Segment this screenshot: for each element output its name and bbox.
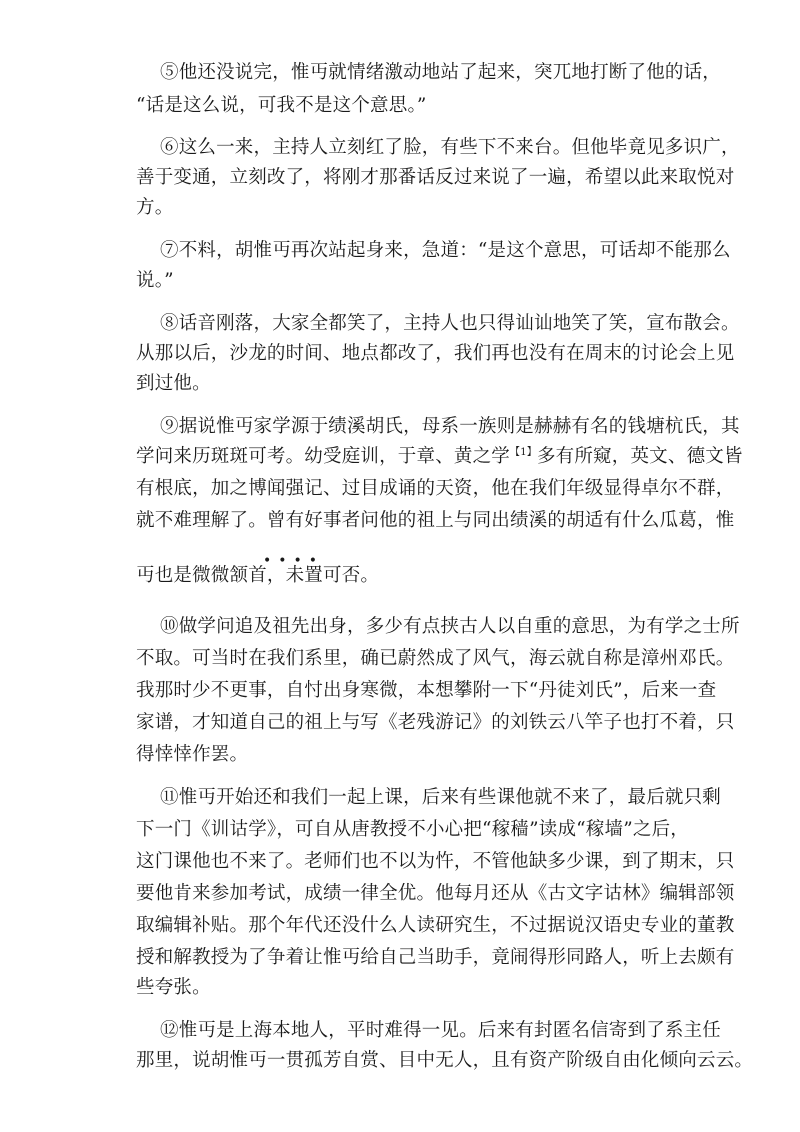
paragraph-11-line-1: ⑪惟丏开始还和我们一起上课，后来有些课他就不来了，最后就只剩 (160, 787, 722, 808)
paragraph-11-line-4: 要他肯来参加考试，成绩一律全优。他每月还从《古文字诂林》编辑部领 (136, 883, 735, 904)
paragraph-5-line-1: ⑤他还没说完，惟丏就情绪激动地站了起来，突兀地打断了他的话， (160, 62, 722, 83)
paragraph-11-line-2: 下一门《训诂学》，可自从唐教授不小心把“稼穑”读成“稼墙”之后， (136, 819, 689, 840)
paragraph-12-line-1: ⑫惟丏是上海本地人，平时难得一见。后来有封匿名信寄到了系主任 (160, 1020, 722, 1041)
paragraph-7-line-1: ⑦不料，胡惟丏再次站起身来，急道：“是这个意思，可话却不能那么 (160, 240, 731, 261)
paragraph-10-line-3: 我那时少不更事，自忖出身寒微，本想攀附一下“丹徒刘氏”，后来一查 (136, 680, 717, 701)
paragraph-10-line-5: 得悻悻作罢。 (136, 744, 249, 765)
paragraph-9-line-1: ⑨据说惟丏家学源于绩溪胡氏，母系一族则是赫赫有名的钱塘杭氏，其 (160, 416, 740, 437)
paragraph-9-line-3: 有根底，加之博闻强记、过目成诵的天资，他在我们年级显得卓尔不群， (136, 478, 735, 499)
paragraph-10-line-2: 不取。可当时在我们系里，确已蔚然成了风气，海云就自称是漳州邓氏。 (136, 648, 735, 669)
paragraph-6-line-1: ⑥这么一来，主持人立刻红了脸，有些下不来台。但他毕竟见多识广， (160, 137, 740, 158)
paragraph-6-line-2: 善于变通，立刻改了，将刚才那番话反过来说了一遍，希望以此来取悦对 (136, 167, 735, 188)
footnote-marker: 【1】 (510, 446, 537, 458)
paragraph-6-line-3: 方。 (136, 197, 174, 218)
paragraph-8-line-1: ⑧话音刚落，大家全都笑了，主持人也只得讪讪地笑了笑，宣布散会。 (160, 313, 740, 334)
paragraph-11-line-7: 些夸张。 (136, 977, 211, 998)
paragraph-9-line-2-text-a: 学问来历斑斑可考。幼受庭训，于章、黄之学 (136, 446, 511, 467)
paragraph-9-line-2 (136, 442, 743, 472)
paragraph-7-line-2: 说。” (136, 270, 174, 291)
emphasis-dots: •••• (263, 553, 325, 569)
paragraph-8-line-2: 从那以后，沙龙的时间、地点都改了，我们再也没有在周末的讨论会上见 (136, 343, 735, 364)
paragraph-11-line-6: 授和解教授为了争着让惟丏给自己当助手，竟闹得形同路人，听上去颇有 (136, 947, 735, 968)
paragraph-5-line-2: “话是这么说，可我不是这个意思。” (136, 95, 427, 116)
paragraph-11-line-3: 这门课他也不来了。老师们也不以为忤，不管他缺多少课，到了期末，只 (136, 851, 735, 872)
paragraph-11-line-5: 取编辑补贴。那个年代还没什么人读研究生，不过据说汉语史专业的董教 (136, 915, 735, 936)
paragraph-8-line-3: 到过他。 (136, 373, 211, 394)
paragraph-12-line-2: 那里，说胡惟丏一贯孤芳自赏、目中无人，且有资产阶级自由化倾向云云。 (136, 1050, 754, 1071)
paragraph-9-line-4: 就不难理解了。曾有好事者问他的祖上与同出绩溪的胡适有什么瓜葛，惟 (136, 510, 735, 531)
paragraph-9-line-2-text-b: 多有所窥，英文、德文皆 (536, 446, 743, 467)
paragraph-10-line-4: 家谱，才知道自己的祖上与写《老残游记》的刘铁云八竿子也打不着，只 (136, 712, 735, 733)
paragraph-10-line-1: ⑩做学问追及祖先出身，多少有点挟古人以自重的意思，为有学之士所 (160, 616, 740, 637)
paragraph-9-line-5: 丏也是微微颔首，未置可否。 (136, 565, 380, 586)
